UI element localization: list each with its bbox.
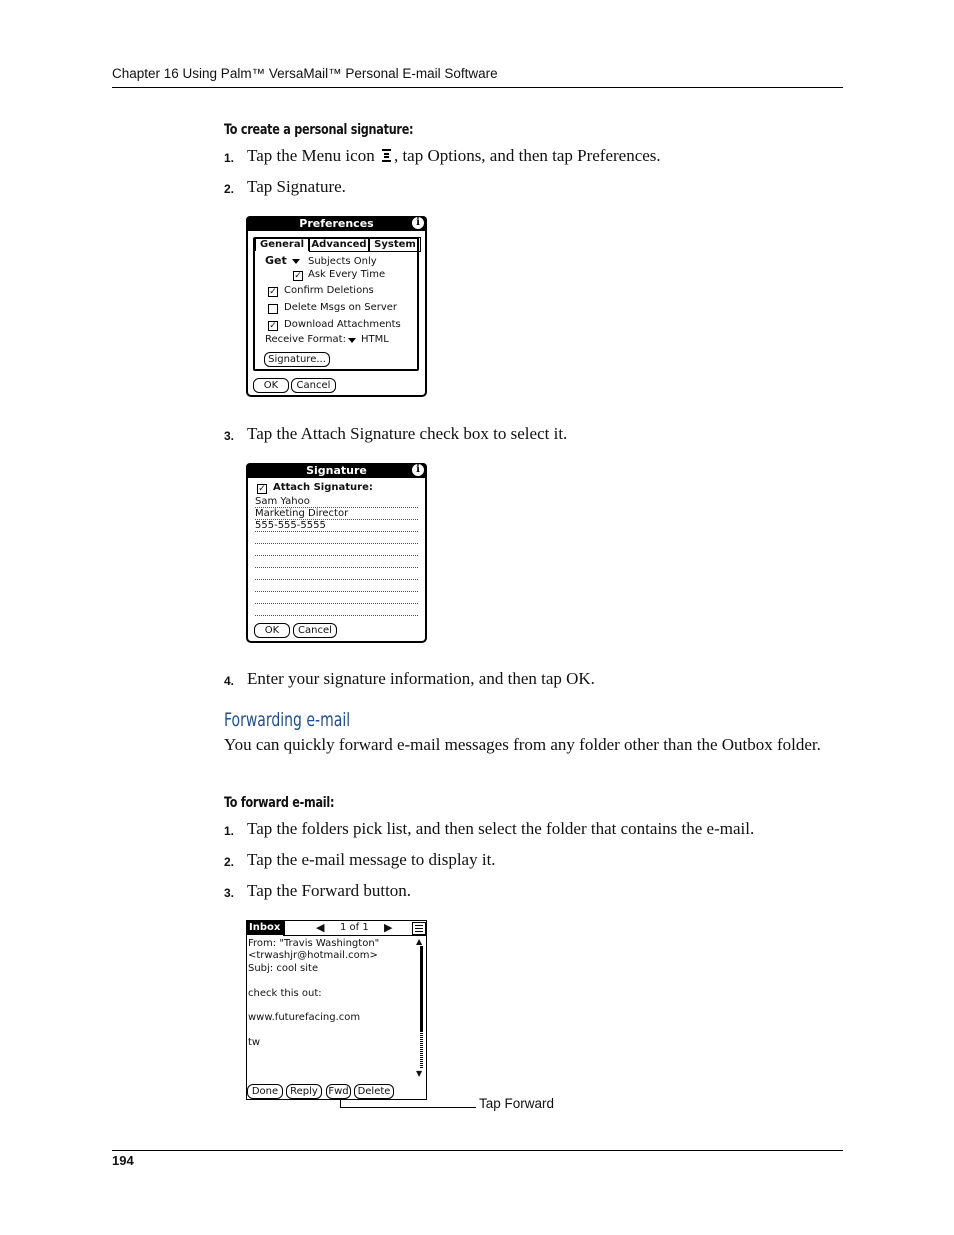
inbox-title-rule [283, 935, 426, 936]
confirm-deletions-checkbox[interactable]: ✓ [269, 287, 277, 297]
header-rule [112, 87, 843, 88]
step-number: 2. [224, 855, 235, 869]
tab-general[interactable]: General [255, 237, 309, 251]
receive-format-arrow-icon[interactable] [348, 338, 356, 343]
signature-screen [246, 463, 427, 643]
signature-rule [255, 591, 418, 592]
ask-every-time-label: Ask Every Time [308, 269, 386, 280]
callout-leader-line [340, 1098, 476, 1108]
from-line: From: "Travis Washington" [248, 938, 380, 949]
ok-button[interactable]: OK [254, 623, 290, 638]
step-text-before: Tap the Menu icon [247, 146, 375, 165]
attach-signature-label: Attach Signature: [273, 482, 373, 493]
download-attachments-checkbox[interactable]: ✓ [269, 321, 277, 331]
step-number: 2. [224, 182, 235, 196]
tab-system[interactable]: System [369, 237, 421, 252]
info-icon[interactable]: i [412, 217, 424, 229]
scroll-up-icon[interactable]: ▲ [416, 937, 423, 946]
scroll-down-icon[interactable]: ▼ [416, 1069, 423, 1078]
receive-format-label: Receive Format: [265, 334, 346, 345]
signature-rule [255, 543, 418, 544]
pager-text: 1 of 1 [340, 922, 369, 933]
signature-rule [255, 567, 418, 568]
step-text: Tap the Attach Signature check box to select it. [247, 424, 568, 443]
attach-signature-checkbox[interactable]: ✓ [258, 484, 266, 494]
preferences-screen [246, 216, 427, 397]
delete-msgs-label: Delete Msgs on Server [284, 302, 398, 313]
get-value[interactable]: Subjects Only [308, 256, 377, 267]
signature-line[interactable]: Sam Yahoo [255, 496, 310, 507]
step-text: Tap the Forward button. [247, 881, 412, 900]
confirm-deletions-label: Confirm Deletions [284, 285, 374, 296]
tab-advanced[interactable]: Advanced [309, 237, 369, 252]
step-number: 3. [224, 429, 235, 443]
section-title: Forwarding e-mail [224, 709, 351, 731]
step-number: 1. [224, 824, 235, 838]
body-link[interactable]: www.futurefacing.com [248, 1012, 361, 1023]
forward-button[interactable]: Fwd [326, 1084, 351, 1099]
step-number: 4. [224, 674, 235, 688]
next-arrow-icon[interactable]: ▶ [384, 921, 393, 934]
preferences-title-bar [246, 216, 427, 231]
step-text-after: , tap Options, and then tap Preferences. [393, 146, 661, 165]
receive-format-value[interactable]: HTML [361, 334, 389, 345]
signature-rule [255, 507, 418, 508]
callout-label: Tap Forward [479, 1096, 555, 1111]
signature-rule [255, 519, 418, 520]
scrollbar-track[interactable] [420, 1031, 423, 1069]
body-text: tw [248, 1037, 261, 1048]
inbox-folder-label[interactable]: Inbox [247, 921, 285, 935]
signature-line[interactable]: Marketing Director [255, 508, 349, 519]
cancel-button[interactable]: Cancel [293, 623, 337, 638]
step-number: 1. [224, 151, 235, 165]
delete-msgs-checkbox[interactable] [268, 304, 278, 314]
preferences-title: Preferences [299, 217, 374, 230]
signature-rule [255, 579, 418, 580]
cancel-button[interactable]: Cancel [291, 378, 336, 393]
info-icon[interactable]: i [412, 464, 424, 476]
running-header: Chapter 16 Using Palm™ VersaMail™ Personal E-mail Software [112, 66, 498, 81]
subject-line: Subj: cool site [248, 963, 319, 974]
ok-button[interactable]: OK [253, 378, 289, 393]
signature-title-bar [246, 463, 427, 478]
ask-every-time-checkbox[interactable]: ✓ [294, 271, 302, 281]
step-text [247, 146, 661, 166]
signature-rule [255, 603, 418, 604]
signature-button[interactable]: Signature... [264, 352, 330, 367]
step-number: 3. [224, 886, 235, 900]
signature-title: Signature [306, 464, 367, 477]
body-text: check this out: [248, 988, 322, 999]
menu-list-icon[interactable] [412, 922, 426, 935]
get-label: Get [265, 254, 287, 267]
signature-line[interactable]: 555-555-5555 [255, 520, 326, 531]
email-address: <trwashjr@hotmail.com> [248, 950, 378, 961]
scrollbar-thumb[interactable] [420, 946, 423, 1031]
procedure-title-forward: To forward e-mail: [224, 795, 335, 811]
signature-rule [255, 555, 418, 556]
step-text: Tap the e-mail message to display it. [247, 850, 496, 869]
signature-rule [255, 531, 418, 532]
get-dropdown-arrow-icon[interactable] [292, 259, 300, 264]
menu-icon [381, 148, 392, 163]
reply-button[interactable]: Reply [286, 1084, 322, 1099]
delete-button[interactable]: Delete [354, 1084, 394, 1099]
procedure-title-signature: To create a personal signature: [224, 122, 414, 138]
done-button[interactable]: Done [247, 1084, 283, 1099]
section-paragraph: You can quickly forward e-mail messages from any folder other than the Outbox folder. [224, 735, 821, 754]
step-text: Tap the folders pick list, and then select the folder that contains the e-mail. [247, 819, 755, 838]
inbox-screen [246, 920, 427, 1100]
footer-rule [112, 1150, 843, 1151]
page-number: 194 [112, 1153, 134, 1168]
step-text: Tap Signature. [247, 177, 346, 196]
prev-arrow-icon[interactable]: ◀ [316, 921, 325, 934]
step-text: Enter your signature information, and then tap OK. [247, 669, 595, 688]
signature-rule [255, 615, 418, 616]
download-attachments-label: Download Attachments [284, 319, 401, 330]
